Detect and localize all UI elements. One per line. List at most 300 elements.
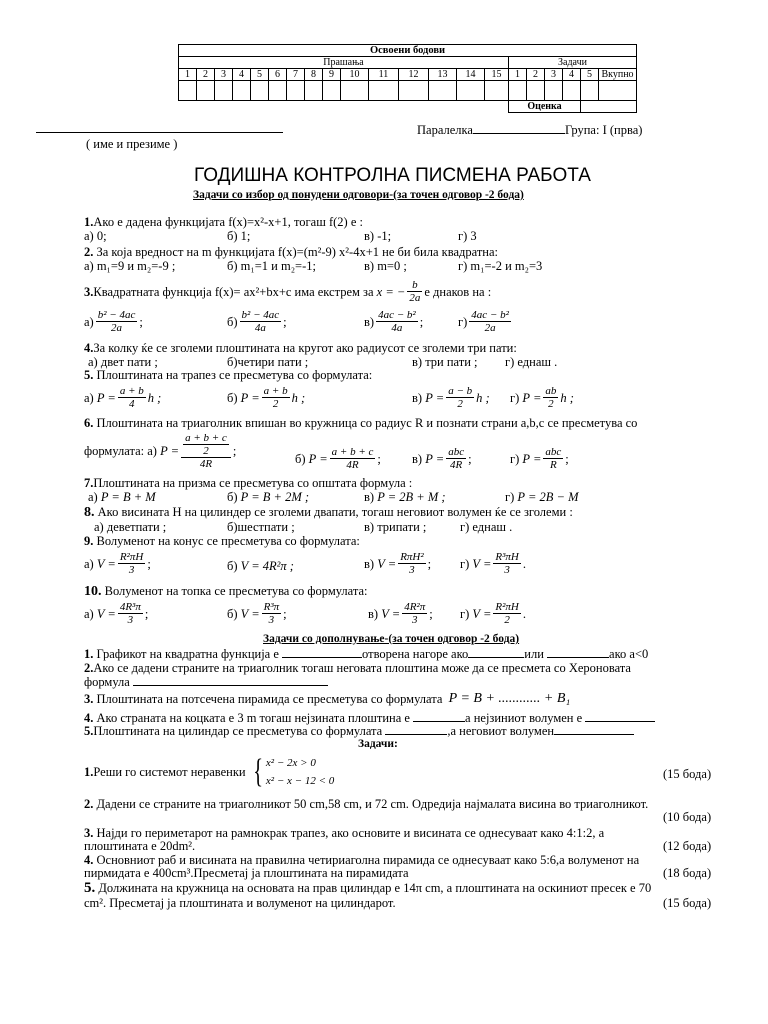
formula-pre: P =: [308, 451, 328, 466]
q-num: 6.: [84, 416, 94, 430]
blank: [468, 647, 524, 658]
blank: [585, 711, 655, 722]
frac: [543, 446, 563, 471]
fill-2-cont: [84, 675, 328, 689]
score-cell: [269, 81, 287, 101]
fill-1: [84, 647, 648, 661]
total-col: Вкупно: [599, 69, 637, 81]
score-cell: [563, 81, 581, 101]
section-3-heading: Задачи:: [358, 738, 398, 750]
task-5-cont: cm². Пресметај ја плоштината и волуменот на цилиндарот.: [84, 896, 396, 910]
formula: P = B + ............ + B₁: [448, 691, 571, 706]
q-num: 2.: [84, 661, 94, 675]
formula-pre: V =: [96, 556, 116, 571]
blank: [547, 647, 609, 658]
score-cell: [457, 81, 485, 101]
q-text: Графикот на квадратна функција е: [96, 647, 279, 661]
frac: [181, 432, 231, 470]
formula-post: ;: [565, 451, 569, 466]
opt-label: а): [84, 556, 94, 571]
score-cell: [179, 81, 197, 101]
blank: [282, 647, 362, 658]
q10-option-d: [460, 601, 526, 626]
frac: [118, 385, 146, 410]
grade-label: Оценка: [509, 101, 581, 113]
q6-option-c: [412, 446, 472, 471]
blank-cell: [179, 101, 509, 113]
formula: P = B + 2M ;: [240, 490, 310, 504]
q-text: Плоштината на трапез се пресметува со формулата:: [96, 368, 373, 382]
q-col: 15: [485, 69, 509, 81]
frac: [493, 551, 520, 576]
frac-num: a + b: [119, 385, 144, 397]
inner-frac: [183, 432, 229, 457]
q8-option-a: а) деветпати ;: [94, 520, 167, 534]
formula: P = B + M: [100, 490, 156, 504]
q7-option-d: [505, 490, 579, 504]
formula-post: .: [522, 606, 527, 621]
q4-option-b: б)четири пати ;: [227, 355, 309, 369]
frac: [118, 551, 145, 576]
task-1: [84, 754, 334, 790]
score-cell: [323, 81, 341, 101]
q1-option-b: б) 1;: [227, 229, 251, 243]
score-table-title: Освоени бодови: [179, 45, 637, 57]
group-label: Група: I (прва): [564, 123, 643, 137]
name-label: ( име и презиме ): [86, 137, 178, 151]
opt-label: а): [84, 390, 94, 405]
frac-num: RπH²: [400, 551, 424, 563]
q-text: Основниот раб и висината на правилна четириаголна пирамида се однесуваат како 5:6,а волуменот на: [96, 853, 640, 867]
task-3-cont: плоштината е 20dm².: [84, 839, 196, 853]
frac-num: a + b + c: [331, 446, 374, 458]
q-col: 6: [269, 69, 287, 81]
opt-label: б): [227, 314, 238, 329]
q9-option-a: [84, 551, 151, 576]
frac-num: b: [407, 279, 422, 292]
q-text: За колку ќе се зголеми плоштината на кругот ако радиусот се зголеми три пати:: [93, 341, 517, 355]
q5-option-c: [412, 385, 490, 410]
score-cell: [429, 81, 457, 101]
q-num: 1.: [84, 765, 94, 779]
opt-label: б): [227, 559, 238, 573]
q2-option-a: а) m₁=9 и m₂=-9 ;: [84, 259, 176, 273]
frac: [262, 385, 290, 410]
q-text: Најди го периметарот на рамнокрак трапез, ако основите и висината се однесуваат како 4:1:2, а: [96, 826, 605, 840]
question-4: [84, 341, 517, 355]
frac-num: 4R²π: [404, 601, 426, 613]
opt-label: а): [84, 606, 94, 621]
opt-label: а): [147, 444, 157, 458]
q-text: За која вредност на m функцијата f(x)=(m²-9) x²-4x+1 не би била квадратна:: [96, 245, 498, 259]
formula: P = 2B − M: [517, 490, 579, 504]
question-8: [84, 505, 573, 520]
q4-option-d: г) еднаш .: [505, 355, 558, 369]
frac-num: a + b: [263, 385, 288, 397]
frac-den: 4: [129, 398, 135, 410]
opt-label: б): [295, 451, 306, 466]
frac-num: 4ac − b²: [378, 309, 416, 321]
formula-pre: P =: [425, 451, 445, 466]
opt-label: г): [505, 490, 515, 504]
task-5-points: (15 бода): [663, 896, 712, 910]
q8-option-b: б)шестпати ;: [227, 520, 295, 534]
frac-den: 3: [411, 614, 418, 626]
opt-label: б): [227, 490, 238, 504]
q-col: 14: [457, 69, 485, 81]
formula-pre: V =: [377, 556, 397, 571]
q-col: 1: [179, 69, 197, 81]
frac-den: 2a: [484, 322, 496, 334]
frac: [493, 601, 520, 626]
system-line-1: x² − 2x > 0: [265, 757, 316, 769]
frac-num: [181, 432, 231, 458]
frac-num: R³π: [263, 601, 280, 613]
score-cell: [485, 81, 509, 101]
q-num: 3.: [84, 284, 94, 299]
frac: [330, 446, 376, 471]
system-line-2: x² − x − 12 < 0: [265, 775, 335, 787]
q10-option-b: [227, 601, 287, 626]
task-3: [84, 826, 604, 840]
q-num: 4.: [84, 341, 94, 355]
opt-label: в): [364, 556, 375, 571]
formula-post: ;: [144, 606, 149, 621]
q9-option-b: [227, 559, 294, 573]
formula-pre: P =: [522, 390, 542, 405]
frac-den: 2a: [409, 292, 421, 304]
frac-den: 2: [548, 398, 554, 410]
frac-num: R²πH: [495, 601, 519, 613]
q10-option-c: [368, 601, 433, 626]
frac: [376, 309, 418, 334]
frac-num: abc: [545, 446, 562, 458]
formula-post: ;: [232, 444, 237, 458]
task-col: 1: [509, 69, 527, 81]
q-text: е днаков на :: [424, 284, 492, 299]
question-5: [84, 368, 372, 382]
task-col: 3: [545, 69, 563, 81]
frac-den: 3: [128, 564, 135, 576]
class-field: [417, 123, 642, 137]
formula-post: ;: [283, 606, 287, 621]
task-col: 4: [563, 69, 581, 81]
q5-option-b: [227, 385, 305, 410]
task-4: [84, 853, 639, 867]
q-num: 5.: [84, 880, 96, 896]
q5-option-a: [84, 385, 161, 410]
q-text: ако a<0: [609, 647, 649, 661]
q3-option-d: [458, 309, 513, 334]
question-10: [84, 584, 368, 599]
q-col: 11: [369, 69, 399, 81]
score-cell: [305, 81, 323, 101]
formula-pre: V =: [381, 606, 401, 621]
q-col: 3: [215, 69, 233, 81]
frac: [469, 309, 511, 334]
formula-pre: P =: [240, 390, 260, 405]
q-text: Плоштината на призма се пресметува со општата формула :: [93, 476, 413, 490]
q1-option-d: г) 3: [458, 229, 477, 243]
q-col: 4: [233, 69, 251, 81]
q-text: формула: [84, 675, 130, 689]
q2-option-b: б) m₁=1 и m₂=-1;: [227, 259, 316, 273]
fill-2: [84, 661, 631, 675]
q-col: 8: [305, 69, 323, 81]
q-num: 10.: [84, 584, 102, 599]
question-3: [84, 279, 491, 304]
frac-den: 4R: [199, 458, 213, 470]
task-2-points: (10 бода): [663, 810, 712, 824]
q2-option-d: г) m₁=-2 и m₂=3: [458, 259, 543, 273]
frac-den: 3: [409, 564, 415, 576]
frac-den: 4R: [450, 459, 463, 471]
score-cell: [215, 81, 233, 101]
frac: [240, 309, 282, 334]
q-text: отворена нагоре ако: [362, 647, 469, 661]
formula-post: h ;: [147, 390, 162, 405]
q6-option-b: [295, 446, 381, 471]
score-cell: [341, 81, 369, 101]
q-col: 9: [323, 69, 341, 81]
q-col: 7: [287, 69, 305, 81]
frac-num: R³πH: [495, 551, 519, 563]
q-num: 7.: [84, 476, 94, 490]
q-text: Ако се дадени страните на триаголник тогаш неговата плоштина може да се пресмета со Хероновата: [93, 661, 631, 675]
brace-icon: {: [252, 753, 263, 790]
frac-num: a + b + c: [185, 432, 227, 444]
formula-post: .: [522, 556, 527, 571]
frac: [543, 385, 558, 410]
frac-num: b² − 4ac: [241, 309, 280, 321]
tasks-header: Задачи: [509, 57, 637, 69]
frac-den: 3: [127, 614, 134, 626]
q-col: 12: [399, 69, 429, 81]
q7-option-c: [364, 490, 446, 504]
frac-den: 2: [457, 398, 463, 410]
q-text: Ако висината H на цилиндер се зголеми двапати, тогаш неговиот волумен ќе се зголеми :: [97, 505, 573, 519]
q-text: ,а неговиот волумен: [447, 724, 555, 738]
q-num: 5.: [84, 724, 94, 738]
frac-num: b² − 4ac: [97, 309, 136, 321]
opt-label: г): [510, 390, 520, 405]
q-text: Волуменот на топка се пресметува со формулата:: [104, 584, 368, 598]
formula-post: h ;: [476, 390, 490, 405]
q9-option-d: [460, 551, 526, 576]
task-4-cont: пирмидата е 400cm³.Пресметај ја плоштината на пирамидата: [84, 866, 409, 880]
frac-den: 3: [504, 564, 510, 576]
opt-label: г): [458, 314, 468, 329]
q2-option-c: в) m=0 ;: [364, 259, 407, 273]
q-num: 8.: [84, 505, 95, 520]
q-text: Плоштината на цилиндар се пресметува со формулата: [93, 724, 383, 738]
frac-den: 4R: [346, 459, 359, 471]
q-text: Ако страната на коцката е 3 m тогаш нејзината плоштина е: [96, 711, 410, 725]
formula-pre: V =: [472, 606, 492, 621]
opt-label: б): [227, 390, 238, 405]
task-col: 5: [581, 69, 599, 81]
blank: [413, 711, 465, 722]
formula-pre: P =: [96, 390, 116, 405]
question-1: [84, 215, 363, 229]
q7-option-a: [88, 490, 156, 504]
question-7: [84, 476, 412, 490]
q-text: а нејзиниот волумен е: [465, 711, 583, 725]
formula-post: ;: [147, 556, 151, 571]
score-cell: [599, 81, 637, 101]
frac-num: 4R³π: [119, 601, 141, 613]
opt-label: в): [412, 390, 423, 405]
opt-label: г): [460, 556, 470, 571]
task-3-points: (12 бода): [663, 839, 712, 853]
formula-pre: P =: [160, 444, 180, 458]
score-cell: [509, 81, 527, 101]
q9-option-c: [364, 551, 431, 576]
score-cell: [369, 81, 399, 101]
formula-post: ;: [429, 606, 433, 621]
score-cell: [527, 81, 545, 101]
score-table: [178, 44, 637, 113]
formula: V = 4R²π ;: [240, 559, 294, 573]
q-text: Ако е дадена функцијата f(x)=x²-x+1, тогаш f(2) е :: [93, 215, 363, 229]
grade-cell: [581, 101, 637, 113]
formula-post: ;: [377, 451, 381, 466]
q4-option-a: а) двет пати ;: [88, 355, 158, 369]
frac: [96, 309, 138, 334]
q-num: 2.: [84, 797, 94, 811]
frac-num: 4ac − b²: [471, 309, 509, 321]
q3-option-b: б) $\frac{\text{b² − 4ac}}{4a}$ ;: [227, 309, 287, 334]
q-num: 5.: [84, 368, 94, 382]
score-cell: [233, 81, 251, 101]
q-num: 1.: [84, 647, 94, 661]
q7-option-b: [227, 490, 309, 504]
score-cell: [197, 81, 215, 101]
q10-option-a: [84, 601, 148, 626]
score-cell: [545, 81, 563, 101]
formula-pre: V =: [240, 606, 260, 621]
system-lines: [266, 754, 334, 790]
frac: [446, 385, 474, 410]
q6-option-a: [84, 432, 236, 470]
section-1-heading: Задачи со избор од понудени одговори-(за точен одговор -2 бода): [193, 189, 524, 201]
q-text: Плоштината на потсечена пирамида се пресметува со формулата: [96, 692, 443, 706]
score-cell: [581, 81, 599, 101]
fill-5: [84, 724, 634, 738]
opt-label: г): [460, 606, 470, 621]
q-text: Квадратната функција f(x)= ax²+bx+c има екстрем за: [93, 284, 374, 299]
score-cell: [251, 81, 269, 101]
frac-den: 2: [203, 445, 209, 457]
frac-num: R²πH: [119, 551, 144, 563]
frac-num: abc: [448, 446, 465, 458]
formula-pre: P =: [425, 390, 445, 405]
q-col: 10: [341, 69, 369, 81]
frac-num: ab: [545, 385, 557, 397]
task-2: [84, 797, 648, 811]
formula-post: ;: [427, 556, 432, 571]
q-num: 4.: [84, 853, 94, 867]
task-col: 2: [527, 69, 545, 81]
opt-label: а): [84, 314, 94, 329]
question-9: [84, 534, 360, 548]
frac: [262, 601, 282, 626]
task-5: [84, 881, 651, 895]
section-2-heading: Задачи со дополнување-(за точен одговор -2 бода): [263, 633, 520, 645]
q-text: Плоштината на триаголник впишан во кружница со радиус R и познати страни a,b,c се пресметува со: [96, 416, 638, 430]
opt-label: б): [227, 606, 238, 621]
frac-num: a − b: [448, 385, 473, 397]
frac-den: R: [549, 459, 557, 471]
frac: [398, 551, 425, 576]
q-num: 3.: [84, 826, 94, 840]
frac-den: 4a: [391, 322, 403, 334]
q8-option-d: г) еднаш .: [460, 520, 513, 534]
q3-lead-frac: [407, 279, 422, 304]
q-text: Реши го системот неравенки: [93, 765, 246, 779]
formula-pre: V =: [96, 606, 116, 621]
q-num: 9.: [84, 534, 94, 548]
q3-option-c: в) $\frac{\text{4ac − b²}}{4a}$ ;: [364, 309, 424, 334]
q-text: Должината на кружница на основата на прав цилиндар е 14π cm, а плоштината на оскиниот пресек е 70: [98, 881, 652, 895]
q-num: 1.: [84, 215, 94, 229]
formula-pre: P =: [522, 451, 542, 466]
q-col: 5: [251, 69, 269, 81]
q1-option-c: в) -1;: [364, 229, 392, 243]
q4-option-c: в) три пати ;: [412, 355, 478, 369]
q-col: 13: [429, 69, 457, 81]
score-cell: [287, 81, 305, 101]
q-num: 4.: [84, 711, 94, 725]
name-line: [36, 122, 283, 133]
question-6: [84, 416, 637, 430]
q5-option-d: [510, 385, 574, 410]
q3-option-a: а) $\frac{\text{b² − 4ac}}{2a}$ ;: [84, 309, 143, 334]
frac-den: 3: [268, 614, 275, 626]
opt-label: в): [368, 606, 379, 621]
q8-option-c: в) трипати ;: [364, 520, 427, 534]
blank: [133, 675, 328, 686]
q1-option-a: а) 0;: [84, 229, 107, 243]
frac: [446, 446, 466, 471]
q-col: 2: [197, 69, 215, 81]
opt-label: г): [510, 451, 520, 466]
questions-header: Прашања: [179, 57, 509, 69]
q-text: Дадени се страните на триаголникот 50 cm,58 cm, и 72 cm. Одредија најмалата висина во триаголникот.: [96, 797, 649, 811]
q-num: 2.: [84, 245, 94, 259]
q-text: или: [524, 647, 544, 661]
formula-pre: V =: [472, 556, 492, 571]
frac: [118, 601, 143, 626]
fill-3: [84, 692, 570, 706]
page-title: ГОДИШНА КОНТРОЛНА ПИСМЕНА РАБОТА: [194, 165, 591, 186]
q-text: Волуменот на конус се пресметува со формулата:: [96, 534, 360, 548]
score-cell: [399, 81, 429, 101]
blank: [385, 724, 447, 735]
inequality-system: [250, 754, 335, 790]
frac-den: 2: [272, 398, 279, 410]
formula-post: h ;: [560, 390, 574, 405]
fill-4: [84, 711, 655, 725]
frac-den: 2a: [111, 322, 123, 334]
q-num: 3.: [84, 692, 94, 706]
opt-label: в): [364, 490, 375, 504]
opt-label: в): [364, 314, 375, 329]
formula-post: h ;: [291, 390, 306, 405]
task-4-points: (18 бода): [663, 866, 712, 880]
frac: [402, 601, 427, 626]
class-label: Паралелка: [417, 123, 473, 137]
